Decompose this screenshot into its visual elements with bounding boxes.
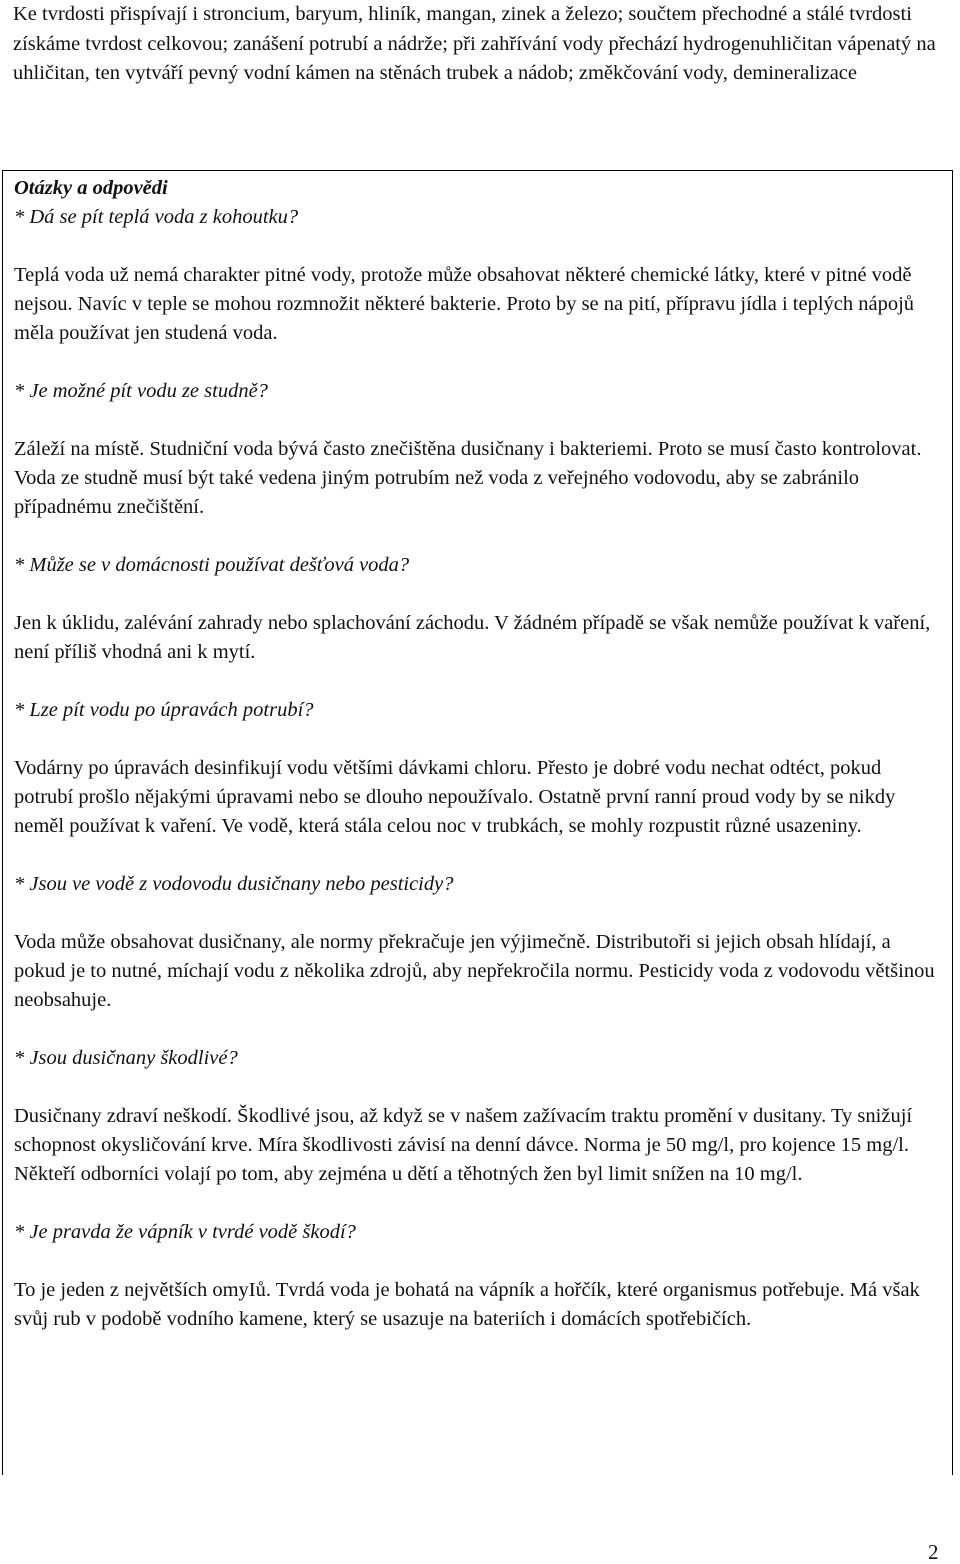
question-1: * Dá se pít teplá voda z kohoutku?: [14, 206, 299, 228]
question-3: * Může se v domácnosti používat dešťová voda?: [14, 554, 410, 576]
answer-3: Jen k úklidu, zalévání zahrady nebo splachování záchodu. V žádném případě se však nemůže používat k vaření, není příliš vhodná ani k mytí.: [14, 612, 931, 663]
question-2: * Je možné pít vodu ze studně?: [14, 380, 268, 402]
answer-6: Dusičnany zdraví neškodí. Škodlivé jsou, až když se v našem zažívacím traktu promění v dusitany. Ty snižují schopnost okysličování krve. Míra škodlivosti závisí na denní dávce. Norma je 50 mg/l, pro kojence 15 mg/l. Někteří odborníci volají po tom, aby zejména u dětí a těhotných žen byl limit snížen na 10 mg/l.: [14, 1105, 913, 1185]
question-6: * Jsou dusičnany škodlivé?: [14, 1047, 238, 1069]
answer-7: To je jeden z největších omyIů. Tvrdá voda je bohatá na vápník a hořčík, které organismus potřebuje. Má však svůj rub v podobě vodního kamene, který se usazuje na bateriích i domácích spotřebičích.: [14, 1279, 920, 1330]
question-5: * Jsou ve vodě z vodovodu dusičnany nebo pesticidy?: [14, 873, 454, 895]
intro-paragraph: Ke tvrdosti přispívají i stroncium, baryum, hliník, mangan, zinek a železo; součtem přechodné a stálé tvrdosti získáme tvrdost celkovou; zanášení potrubí a nádrže; při zahřívání vody přechází hydrogenuhličitan vápenatý na uhličitan, ten vytváří pevný vodní kámen na stěnách trubek a nádob; změkčování vody, demineralizace: [13, 3, 936, 84]
page-number: 2: [928, 1540, 939, 1564]
qa-title: Otázky a odpovědi: [14, 177, 168, 199]
question-4: * Lze pít vodu po úpravách potrubí?: [14, 699, 314, 721]
answer-1: Teplá voda už nemá charakter pitné vody, protože může obsahovat některé chemické látky, které v pitné vodě nejsou. Navíc v teple se mohou rozmnožit některé bakterie. Proto by se na pití, přípravu jídla i teplých nápojů měla používat jen studená voda.: [14, 264, 915, 344]
qa-box: [2, 170, 953, 1475]
answer-2: Záleží na místě. Studniční voda bývá často znečištěna dusičnany i bakteriemi. Proto se musí často kontrolovat. Voda ze studně musí být také vedena jiným potrubím než voda z veřejného vodovodu, aby se zabránilo případnému znečištění.: [14, 438, 922, 518]
answer-5: Voda může obsahovat dusičnany, ale normy překračuje jen výjimečně. Distributoři si jejich obsah hlídají, a pokud je to nutné, míchají vodu z několika zdrojů, aby nepřekročila normu. Pesticidy voda z vodovodu většinou neobsahuje.: [14, 931, 935, 1011]
qa-box-content: [14, 174, 939, 1334]
answer-4: Vodárny po úpravách desinfikují vodu většími dávkami chloru. Přesto je dobré vodu nechat odtéct, pokud potrubí prošlo nějakými úpravami nebo se dlouho nepoužívalo. Ostatně první ranní proud vody by se nikdy neměl používat k vaření. Ve vodě, která stála celou noc v trubkách, se mohly rozpustit různé usazeniny.: [14, 757, 896, 837]
question-7: * Je pravda že vápník v tvrdé vodě škodí?: [14, 1221, 356, 1243]
